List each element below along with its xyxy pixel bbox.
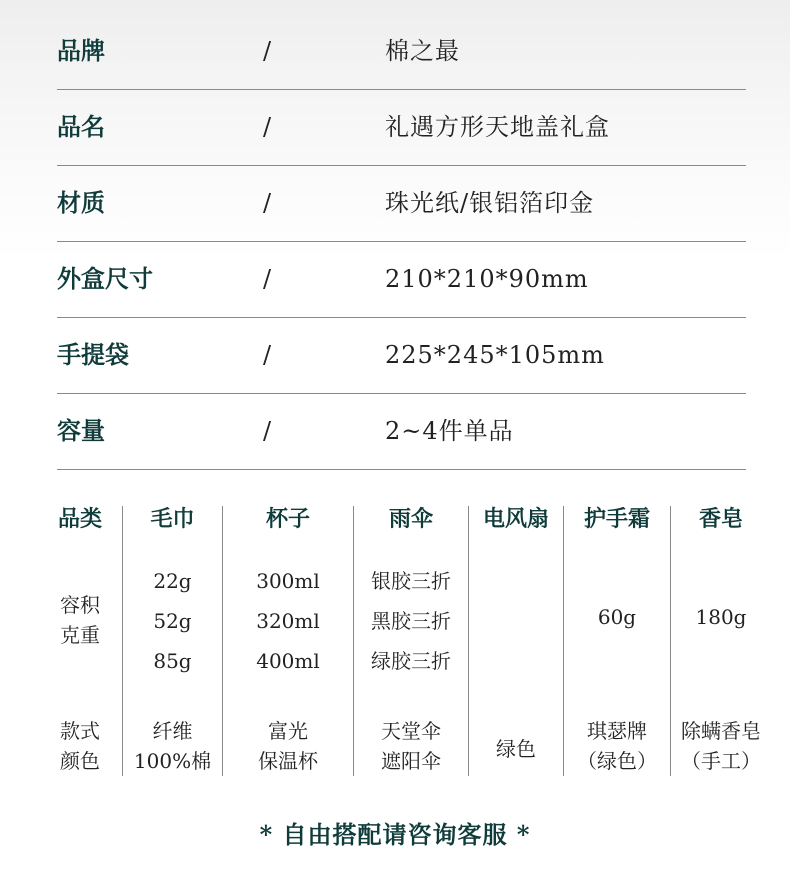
spec-list bbox=[57, 14, 746, 470]
column-header-fan: 电风扇 bbox=[482, 506, 549, 532]
spec-label: 品名 bbox=[57, 112, 105, 141]
hand-cream-style: （绿色） bbox=[577, 749, 657, 773]
consult-service-note: * 自由搭配请咨询客服 * bbox=[259, 820, 531, 849]
column-header-hand-cream: 护手霜 bbox=[583, 506, 650, 532]
spec-label: 品牌 bbox=[57, 36, 105, 65]
cup-style: 保温杯 bbox=[258, 749, 318, 773]
fan-style: 绿色 bbox=[496, 737, 536, 761]
spec-separator: / bbox=[263, 189, 272, 217]
cup-capacity: 320ml bbox=[256, 609, 320, 633]
spec-value: 棉之最 bbox=[385, 37, 460, 65]
towel-style: 纤维 bbox=[152, 719, 193, 743]
spec-label: 外盒尺寸 bbox=[57, 264, 153, 293]
cup-capacity: 400ml bbox=[256, 649, 320, 673]
product-matrix bbox=[0, 500, 790, 780]
spec-separator: / bbox=[263, 265, 272, 293]
spec-label: 材质 bbox=[57, 188, 105, 217]
spec-separator: / bbox=[263, 417, 272, 445]
row-header-style-line2: 颜色 bbox=[60, 749, 100, 773]
cup-style: 富光 bbox=[268, 719, 308, 743]
spec-row-product-name bbox=[57, 90, 746, 166]
spec-label: 容量 bbox=[57, 416, 105, 445]
soap-style: （手工） bbox=[681, 749, 761, 773]
row-header-style-line1: 款式 bbox=[60, 719, 100, 743]
column-header-umbrella: 雨伞 bbox=[388, 506, 433, 532]
spec-value: 礼遇方形天地盖礼盒 bbox=[385, 113, 610, 141]
spec-separator: / bbox=[263, 113, 272, 141]
towel-capacity: 85g bbox=[153, 649, 192, 673]
column-header-soap: 香皂 bbox=[698, 506, 743, 532]
spec-value: 225*245*105mm bbox=[385, 341, 605, 369]
umbrella-capacity: 银胶三折 bbox=[371, 569, 451, 593]
spec-value: 210*210*90mm bbox=[385, 265, 589, 293]
towel-style: 100%棉 bbox=[133, 749, 212, 773]
spec-row-capacity bbox=[57, 394, 746, 470]
umbrella-style: 天堂伞 bbox=[381, 719, 441, 743]
spec-separator: / bbox=[263, 341, 272, 369]
spec-row-material bbox=[57, 166, 746, 242]
hand-cream-style: 琪瑟牌 bbox=[587, 719, 647, 743]
row-header-capacity-line1: 容积 bbox=[60, 593, 100, 617]
column-header-cup: 杯子 bbox=[265, 506, 310, 532]
cup-capacity: 300ml bbox=[256, 569, 320, 593]
towel-capacity: 52g bbox=[153, 609, 192, 633]
row-header-capacity-line2: 克重 bbox=[60, 623, 100, 647]
soap-style: 除螨香皂 bbox=[681, 719, 761, 743]
spec-separator: / bbox=[263, 37, 272, 65]
umbrella-capacity: 绿胶三折 bbox=[371, 649, 451, 673]
row-header-category: 品类 bbox=[57, 506, 102, 532]
spec-row-bag-size bbox=[57, 318, 746, 394]
spec-value: 珠光纸/银铝箔印金 bbox=[385, 189, 595, 217]
towel-capacity: 22g bbox=[153, 569, 192, 593]
soap-capacity: 180g bbox=[695, 605, 747, 629]
spec-label: 手提袋 bbox=[57, 340, 129, 369]
column-header-towel: 毛巾 bbox=[150, 506, 195, 532]
umbrella-capacity: 黑胶三折 bbox=[371, 609, 451, 633]
hand-cream-capacity: 60g bbox=[597, 605, 637, 629]
spec-row-brand bbox=[57, 14, 746, 90]
spec-row-box-size bbox=[57, 242, 746, 318]
umbrella-style: 遮阳伞 bbox=[381, 749, 441, 773]
spec-value: 2~4件单品 bbox=[385, 417, 514, 445]
